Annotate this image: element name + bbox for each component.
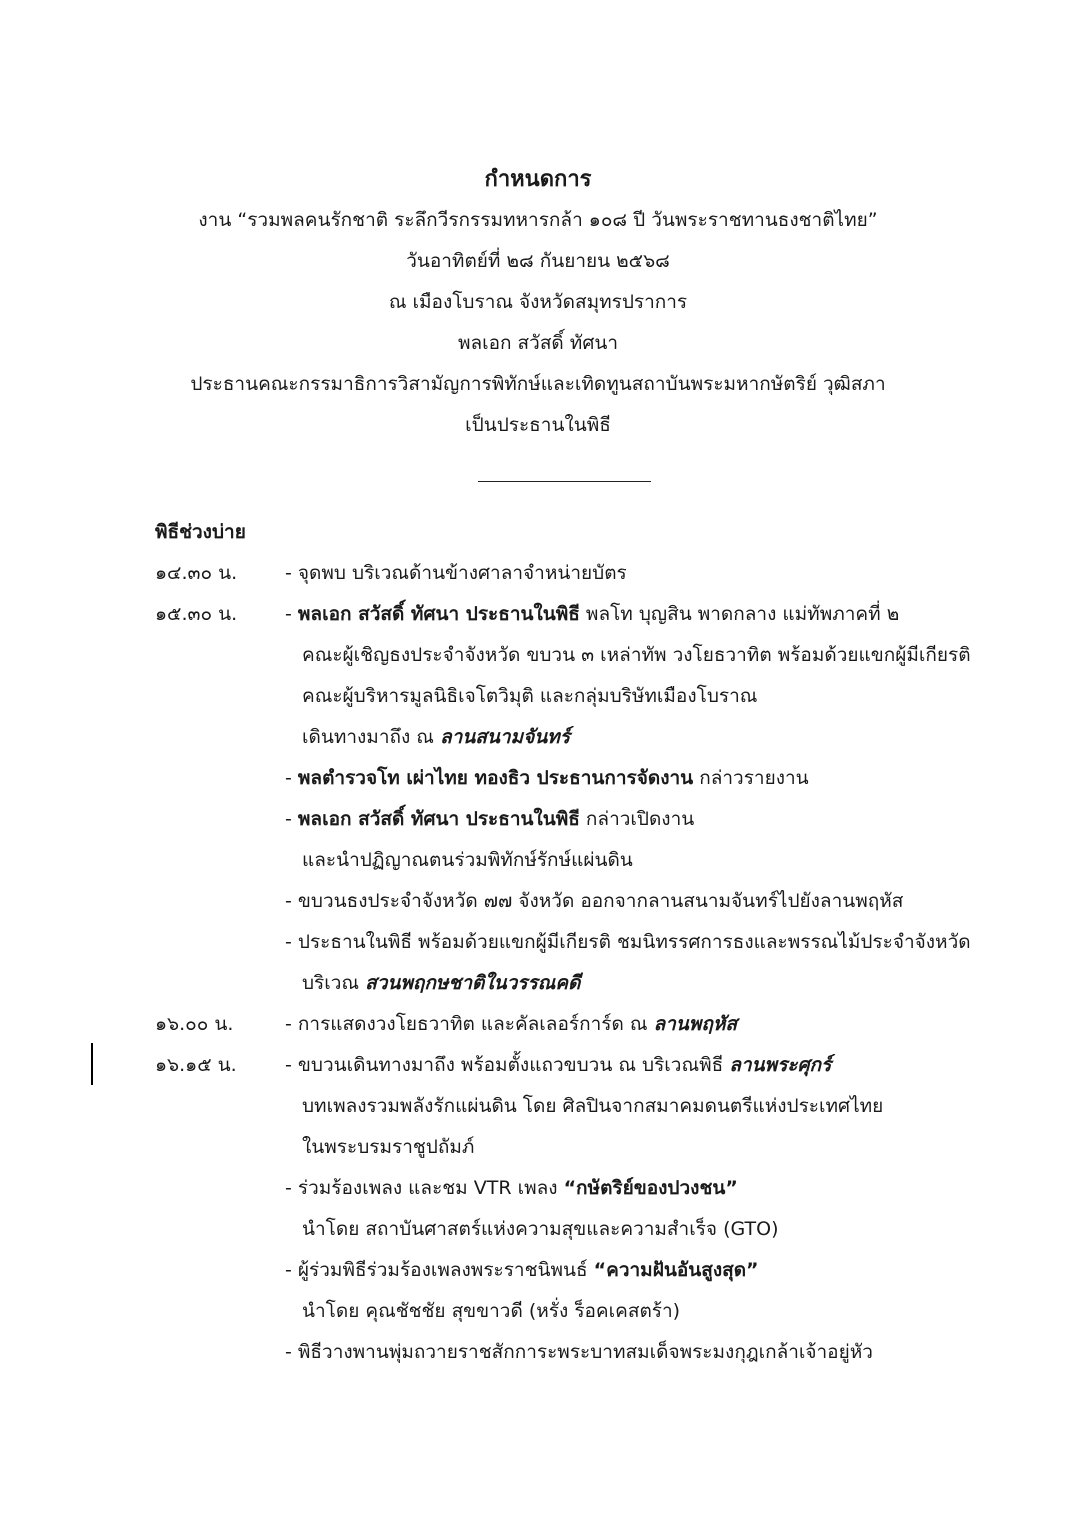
agenda-item <box>0 922 1076 963</box>
item-text: ขบวนธงประจำจังหวัด ๗๗ จังหวัด ออกจากลานสนามจันทร์ไปยังลานพฤหัส <box>297 890 904 912</box>
item-text: พลโท บุญสิน พาดกลาง แม่ทัพภาคที่ ๒ <box>579 603 900 625</box>
item-text: จุดพบ บริเวณด้านข้างศาลาจำหน่ายบัตร <box>297 562 627 584</box>
agenda <box>0 553 1076 1373</box>
section-title: พิธีช่วงบ่าย <box>155 521 246 543</box>
bullet-dash: - <box>285 808 298 830</box>
item-bold: พลตำรวจโท เผ่าไทย ทองธิว ประธานการจัดงาน <box>297 767 694 789</box>
event-name: งาน “รวมพลคนรักชาติ ระลึกวีรกรรมทหารกล้า ๑๐๘ ปี วันพระราชทานธงชาติไทย” <box>198 209 878 231</box>
bullet-dash: - <box>285 1054 298 1076</box>
item-text: กล่าวรายงาน <box>693 767 809 789</box>
item-continuation: และนำปฏิญาณตนร่วมพิทักษ์รักษ์แผ่นดิน <box>302 849 633 871</box>
text-cursor <box>91 1043 93 1085</box>
bullet-dash: - <box>285 1259 298 1281</box>
item-text: ร่วมร้องเพลง และชม VTR เพลง <box>297 1177 564 1199</box>
document-header <box>0 160 1076 446</box>
event-date: วันอาทิตย์ที่ ๒๘ กันยายน ๒๕๖๘ <box>406 250 670 272</box>
bullet-dash: - <box>285 603 298 625</box>
event-venue: ณ เมืองโบราณ จังหวัดสมุทรปราการ <box>388 291 688 313</box>
agenda-entry <box>0 1004 1076 1045</box>
chair-role: เป็นประธานในพิธี <box>465 414 611 436</box>
item-continuation: นำโดย คุณชัชชัย สุขขาวดี (หรั่ง ร็อคเคสตร้า) <box>302 1300 681 1322</box>
bullet-dash: - <box>285 562 298 584</box>
item-bold: พลเอก สวัสดิ์ ทัศนา ประธานในพิธี <box>297 603 580 625</box>
place-name: สวนพฤกษชาติในวรรณคดี <box>365 972 581 994</box>
bullet-dash: - <box>285 767 298 789</box>
bullet-dash: - <box>285 1013 298 1035</box>
place-name: ลานพฤหัส <box>653 1013 737 1035</box>
chair-title: ประธานคณะกรรมาธิการวิสามัญการพิทักษ์และเทิดทูนสถาบันพระมหากษัตริย์ วุฒิสภา <box>190 373 886 395</box>
document-title: กำหนดการ <box>484 167 592 192</box>
item-text: พิธีวางพานพุ่มถวายราชสักการะพระบาทสมเด็จพระมงกุฎเกล้าเจ้าอยู่หัว <box>297 1341 873 1363</box>
item-text: ผู้ร่วมพิธีร่วมร้องเพลงพระราชนิพนธ์ <box>297 1259 594 1281</box>
place-name: ลานพระศุกร์ <box>729 1054 832 1076</box>
item-continuation <box>0 963 1076 1004</box>
chair-name: พลเอก สวัสดิ์ ทัศนา <box>457 332 619 354</box>
bullet-dash: - <box>285 1177 298 1199</box>
item-text: ขบวนเดินทางมาถึง พร้อมตั้งแถวขบวน ณ บริเวณพิธี <box>297 1054 730 1076</box>
bullet-dash: - <box>285 1341 298 1363</box>
header-divider <box>478 481 651 482</box>
agenda-item <box>0 758 1076 799</box>
item-text: การแสดงวงโยธวาทิต และคัลเลอร์การ์ด ณ <box>297 1013 654 1035</box>
item-text: ประธานในพิธี พร้อมด้วยแขกผู้มีเกียรติ ชมนิทรรศการธงและพรรณไม้ประจำจังหวัด <box>297 931 971 953</box>
item-text: บริเวณ <box>302 972 366 994</box>
bullet-dash: - <box>285 931 298 953</box>
item-text: เดินทางมาถึง ณ <box>302 726 440 748</box>
item-continuation: คณะผู้เชิญธงประจำจังหวัด ขบวน ๓ เหล่าทัพ วงโยธวาทิต พร้อมด้วยแขกผู้มีเกียรติ <box>302 644 971 666</box>
agenda-entry <box>0 553 1076 594</box>
agenda-item <box>0 881 1076 922</box>
place-name: ลานสนามจันทร์ <box>439 726 570 748</box>
agenda-item <box>0 1168 1076 1209</box>
agenda-time: ๑๖.๐๐ น. <box>155 1013 234 1035</box>
bullet-dash: - <box>285 890 298 912</box>
agenda-entry <box>0 1045 1076 1373</box>
item-continuation: นำโดย สถาบันศาสตร์แห่งความสุขและความสำเร็จ (GTO) <box>302 1218 779 1240</box>
agenda-item <box>0 799 1076 840</box>
item-continuation: ในพระบรมราชูปถัมภ์ <box>302 1136 475 1158</box>
agenda-entry <box>0 594 1076 1004</box>
song-title: “กษัตริย์ของปวงชน” <box>563 1177 738 1199</box>
song-title: “ความฝันอันสูงสุด” <box>593 1259 759 1281</box>
item-continuation: บทเพลงรวมพลังรักแผ่นดิน โดย ศิลปินจากสมาคมดนตรีแห่งประเทศไทย <box>302 1095 884 1117</box>
item-continuation: คณะผู้บริหารมูลนิธิเจโตวิมุติ และกลุ่มบริษัทเมืองโบราณ <box>302 685 758 707</box>
item-continuation <box>0 717 1076 758</box>
agenda-time: ๑๕.๓๐ น. <box>155 603 238 625</box>
agenda-time: ๑๖.๑๕ น. <box>155 1054 237 1076</box>
agenda-item <box>0 1250 1076 1291</box>
agenda-time: ๑๔.๓๐ น. <box>155 562 238 584</box>
item-bold: พลเอก สวัสดิ์ ทัศนา ประธานในพิธี <box>297 808 580 830</box>
item-text: กล่าวเปิดงาน <box>579 808 695 830</box>
agenda-item <box>0 1332 1076 1373</box>
